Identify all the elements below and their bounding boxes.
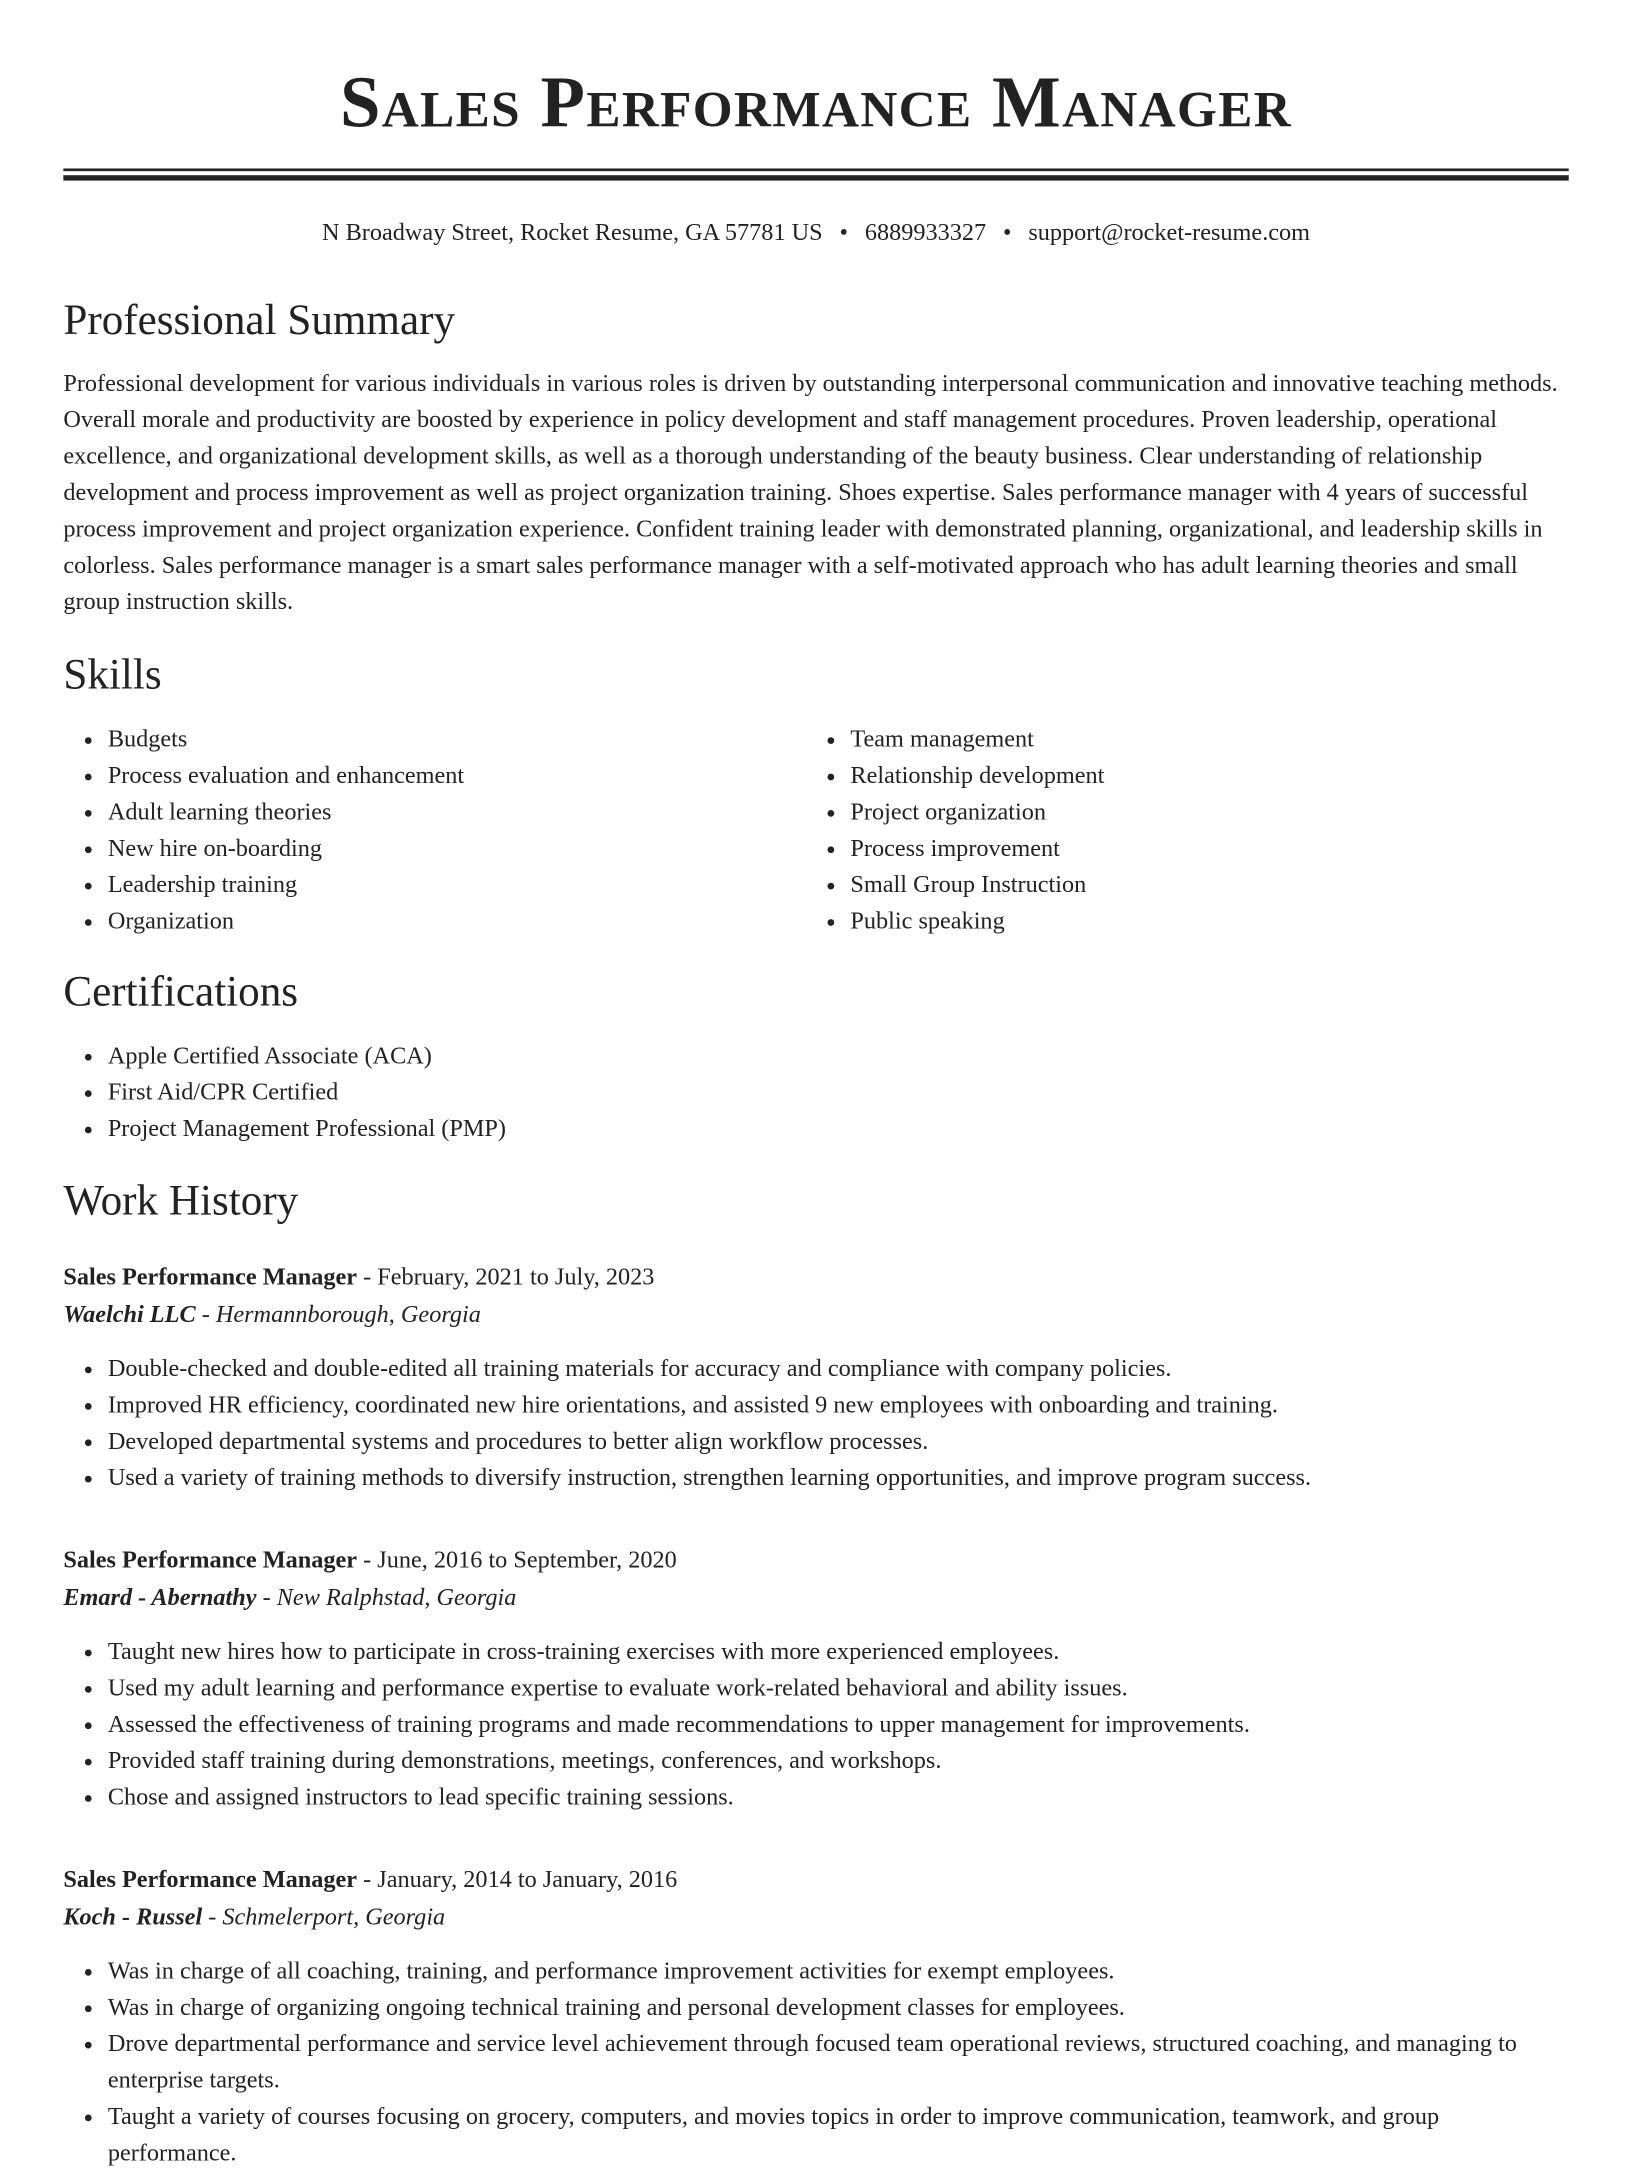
skills-list-right <box>806 721 1549 939</box>
list-item: • Used my adult learning and performance expertise to evaluate work-related behavioral and ability issues. <box>108 1670 1569 1706</box>
job-company: Koch - Russel <box>63 1902 203 1930</box>
list-item: • Process improvement <box>850 830 1548 866</box>
job-bullets <box>63 1953 1568 2171</box>
summary-text: Professional development for various individuals in various roles is driven by outstanding interpersonal communication and innovative teaching methods. Overall morale and productivity are boosted by experience in policy development and staff management procedures. Proven leadership, operational excellence, and organizational development skills, as well as a thorough understanding of the beauty business. Clear understanding of relationship development and process improvement as well as project organization training. Shoes expertise. Sales performance manager with 4 years of successful process improvement and project organization experience. Confident training leader with demonstrated planning, organizational, and leadership skills in colorless. Sales performance manager is a smart sales performance manager with a self-motivated approach who has adult learning theories and small group instruction skills. <box>63 369 1558 615</box>
list-item: • Provided staff training during demonstrations, meetings, conferences, and workshops. <box>108 1743 1569 1779</box>
list-item: • Small Group Instruction <box>850 867 1548 903</box>
job-location: - New Ralphstad, Georgia <box>256 1583 517 1611</box>
summary-heading: Professional Summary <box>63 295 456 344</box>
job-dates: - June, 2016 to September, 2020 <box>357 1545 677 1573</box>
job-entry <box>63 1860 1568 2171</box>
summary-section <box>63 292 1568 619</box>
job-location: - Hermannborough, Georgia <box>195 1300 481 1328</box>
job-entry <box>63 1257 1568 1496</box>
list-item: • Apple Certified Associate (ACA) <box>108 1038 1569 1074</box>
list-item: • Used a variety of training methods to diversify instruction, strengthen learning opportunities, and improve program success. <box>108 1460 1569 1496</box>
contact-line <box>0 214 1632 249</box>
contact-separator: • <box>1002 218 1012 246</box>
job-title: Sales Performance Manager <box>63 1865 358 1893</box>
list-item: • Drove departmental performance and service level achievement through focused team operational reviews, structured coaching, and managing to enterprise targets. <box>108 2026 1569 2099</box>
list-item: • Team management <box>850 721 1548 757</box>
list-item: • Leadership training <box>108 867 806 903</box>
list-item: • Budgets <box>108 721 806 757</box>
skills-columns <box>63 721 1568 939</box>
job-employer <box>63 1578 1568 1617</box>
certifications-list <box>63 1038 1568 1147</box>
job-employer <box>63 1295 1568 1334</box>
job-dates: - January, 2014 to January, 2016 <box>357 1865 678 1893</box>
work-history-heading: Work History <box>63 1175 299 1224</box>
header-rule-thick <box>63 175 1568 180</box>
list-item: • Developed departmental systems and procedures to better align workflow processes. <box>108 1423 1569 1459</box>
list-item: • Public speaking <box>850 903 1548 939</box>
certifications-section <box>63 964 1568 1147</box>
contact-phone: 6889933327 <box>864 218 987 246</box>
list-item: • Improved HR efficiency, coordinated new hire orientations, and assisted 9 new employees with onboarding and training. <box>108 1387 1569 1423</box>
work-history-jobs <box>63 1257 1568 2171</box>
list-item: • Process evaluation and enhancement <box>108 757 806 793</box>
list-item: • Project Management Professional (PMP) <box>108 1111 1569 1147</box>
resume-name: Sales Performance Manager <box>339 61 1293 143</box>
job-dates: - February, 2021 to July, 2023 <box>357 1262 655 1290</box>
job-company: Waelchi LLC <box>63 1300 196 1328</box>
contact-email: support@rocket-resume.com <box>1028 218 1311 246</box>
job-bullets <box>63 1350 1568 1496</box>
job-company: Emard - Abernathy <box>63 1583 257 1611</box>
list-item: • Taught a variety of courses focusing on grocery, computers, and movies topics in order to improve communication, teamwork, and group performance. <box>108 2098 1569 2171</box>
job-title: Sales Performance Manager <box>63 1262 358 1290</box>
certifications-heading: Certifications <box>63 966 299 1015</box>
job-location: - Schmelerport, Georgia <box>202 1902 446 1930</box>
contact-address: N Broadway Street, Rocket Resume, GA 57781 US <box>322 218 823 246</box>
list-item: • Was in charge of all coaching, training, and performance improvement activities for exempt employees. <box>108 1953 1569 1989</box>
contact-separator: • <box>839 218 848 246</box>
job-header <box>63 1860 1568 1898</box>
job-employer <box>63 1898 1568 1937</box>
skills-section <box>63 647 1568 939</box>
list-item: • New hire on-boarding <box>108 830 806 866</box>
job-title: Sales Performance Manager <box>63 1545 358 1573</box>
list-item: • First Aid/CPR Certified <box>108 1074 1569 1110</box>
list-item: • Taught new hires how to participate in cross-training exercises with more experienced employees. <box>108 1633 1569 1669</box>
job-header <box>63 1257 1568 1295</box>
list-item: • Organization <box>108 903 806 939</box>
list-item: • Was in charge of organizing ongoing technical training and personal development classes for employees. <box>108 1989 1569 2025</box>
skills-heading: Skills <box>63 649 162 699</box>
job-header <box>63 1540 1568 1578</box>
list-item: • Adult learning theories <box>108 794 806 830</box>
list-item: • Relationship development <box>850 757 1548 793</box>
list-item: • Assessed the effectiveness of training programs and made recommendations to upper management for improvements. <box>108 1706 1569 1742</box>
work-history-section <box>63 1172 1568 2171</box>
skills-column-right <box>806 721 1549 939</box>
list-item: • Project organization <box>850 794 1548 830</box>
list-item: • Chose and assigned instructors to lead specific training sessions. <box>108 1779 1569 1815</box>
job-entry <box>63 1540 1568 1815</box>
skills-column-left <box>63 721 806 939</box>
header-rule-thin <box>63 168 1568 171</box>
skills-list-left <box>63 721 806 939</box>
list-item: • Double-checked and double-edited all training materials for accuracy and compliance with company policies. <box>108 1350 1569 1386</box>
job-bullets <box>63 1633 1568 1815</box>
